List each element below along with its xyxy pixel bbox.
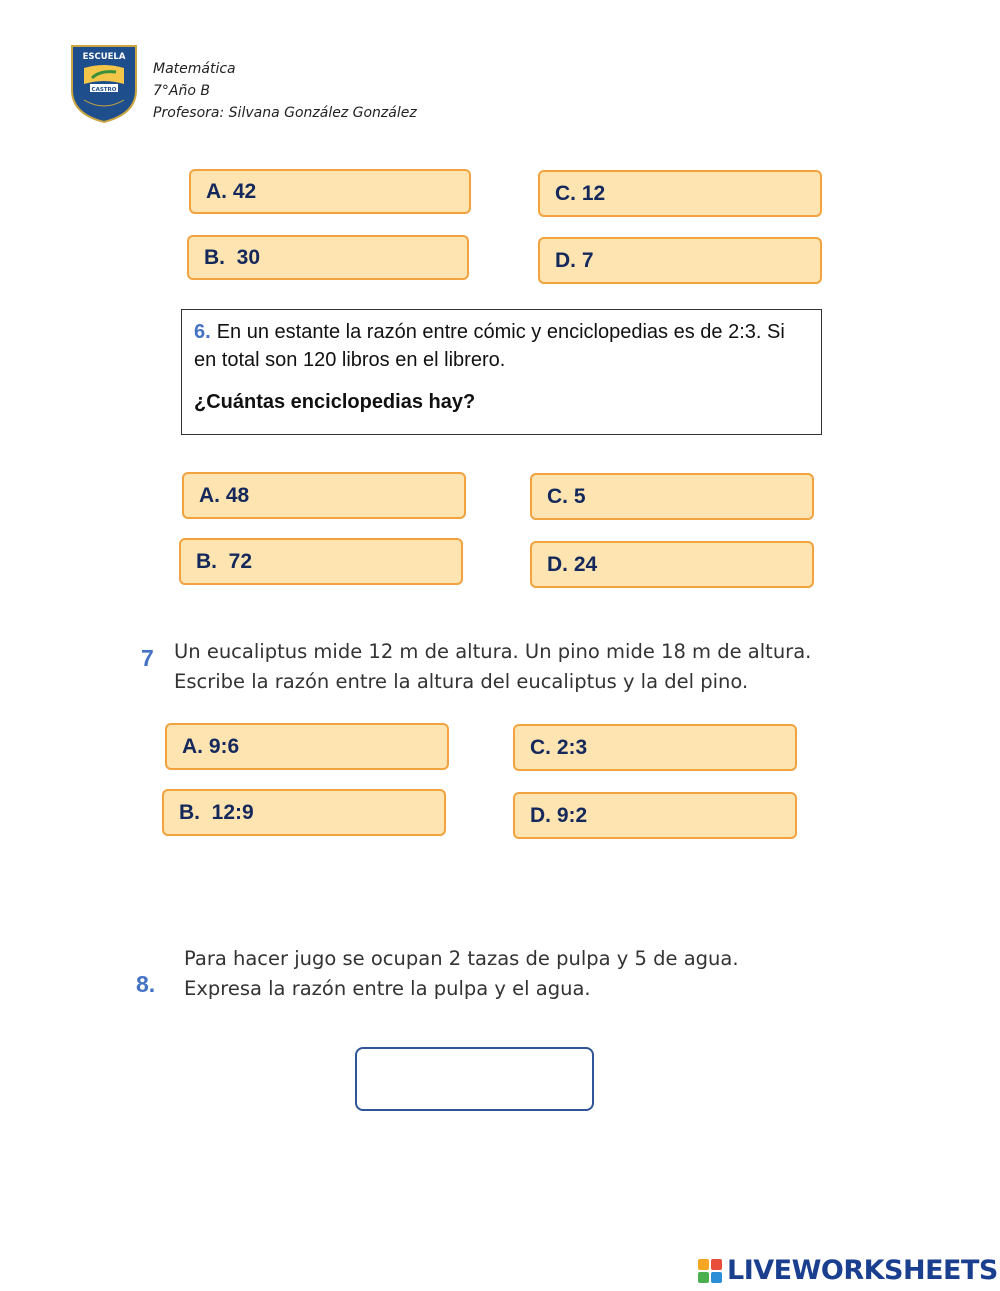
header-info bbox=[153, 58, 417, 124]
q6-option-d[interactable]: D. 24 bbox=[530, 541, 814, 588]
q8-line-1: Para hacer jugo se ocupan 2 tazas de pulpa y 5 de agua. bbox=[184, 947, 739, 970]
q6-question: ¿Cuántas enciclopedias hay? bbox=[194, 391, 476, 413]
q7-line-2: Escribe la razón entre la altura del eucaliptus y la del pino. bbox=[174, 670, 749, 693]
q6-statement bbox=[194, 318, 809, 374]
q5-option-b[interactable]: B. 30 bbox=[187, 235, 469, 280]
q8-line-2: Expresa la razón entre la pulpa y el agua. bbox=[184, 977, 591, 1000]
subject-label: Matemática bbox=[153, 61, 236, 77]
q7-text bbox=[174, 637, 811, 697]
logo-subtitle: CASTRO bbox=[91, 87, 117, 93]
q7-option-a[interactable]: A. 9:6 bbox=[165, 723, 449, 770]
q6-text: En un estante la razón entre cómic y enciclopedias es de 2:3. Si en total son 120 libros en el librero. bbox=[194, 321, 785, 371]
q6-box bbox=[181, 309, 822, 435]
q5-option-d[interactable]: D. 7 bbox=[538, 237, 822, 284]
q6-number: 6. bbox=[194, 321, 211, 343]
q5-option-a[interactable]: A. 42 bbox=[189, 169, 471, 214]
brand-blocks-icon bbox=[698, 1259, 722, 1283]
q8-number: 8. bbox=[136, 971, 156, 997]
liveworksheets-logo bbox=[698, 1255, 998, 1286]
teacher-label: Profesora: Silvana González González bbox=[153, 105, 417, 121]
q5-option-c[interactable]: C. 12 bbox=[538, 170, 822, 217]
q7-option-d[interactable]: D. 9:2 bbox=[513, 792, 797, 839]
school-logo bbox=[70, 44, 138, 124]
q8-answer-input[interactable] bbox=[355, 1047, 594, 1111]
q7-number: 7 bbox=[141, 645, 154, 671]
q6-option-b[interactable]: B. 72 bbox=[179, 538, 463, 585]
brand-text: LIVEWORKSHEETS bbox=[727, 1255, 998, 1286]
logo-title: ESCUELA bbox=[82, 52, 126, 62]
q8-text bbox=[184, 944, 739, 1004]
q6-option-c[interactable]: C. 5 bbox=[530, 473, 814, 520]
grade-label: 7°Año B bbox=[153, 83, 210, 99]
q6-option-a[interactable]: A. 48 bbox=[182, 472, 466, 519]
q7-option-b[interactable]: B. 12:9 bbox=[162, 789, 446, 836]
q7-option-c[interactable]: C. 2:3 bbox=[513, 724, 797, 771]
q7-line-1: Un eucaliptus mide 12 m de altura. Un pino mide 18 m de altura. bbox=[174, 640, 812, 663]
